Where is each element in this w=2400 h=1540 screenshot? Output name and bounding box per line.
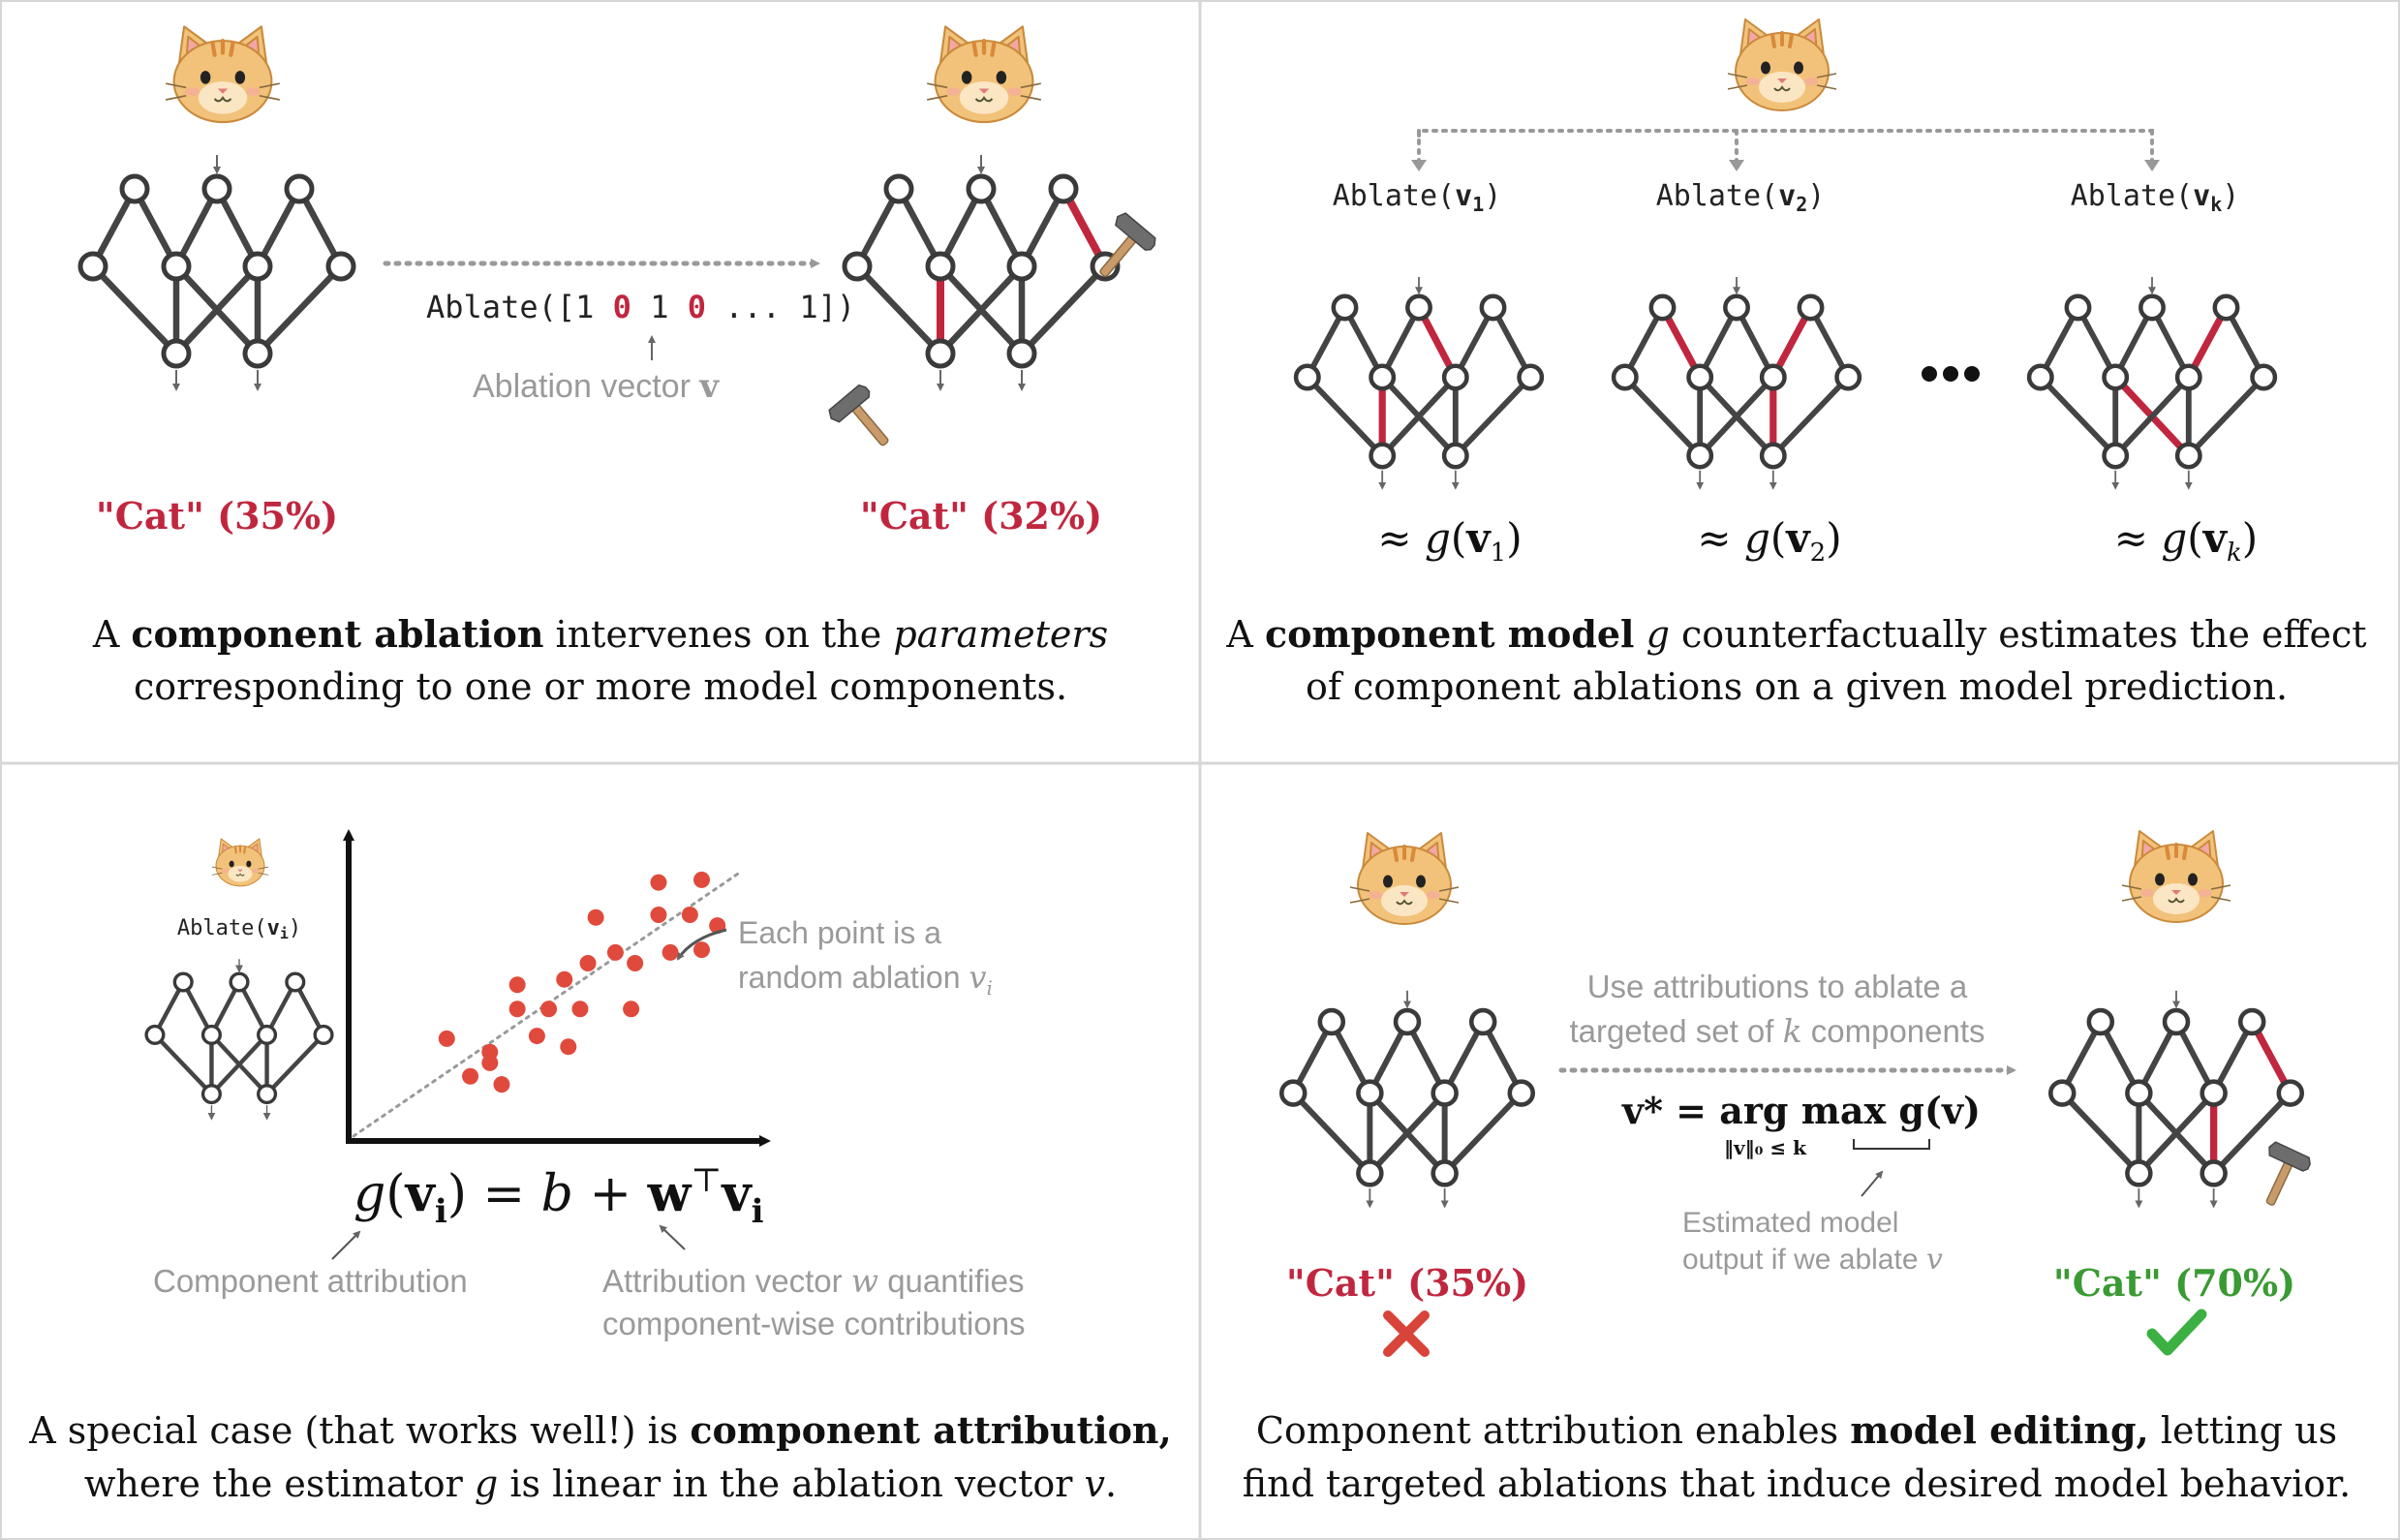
estimated-output-line-1: Estimated model [1682, 1207, 1899, 1239]
network-node [1762, 445, 1784, 467]
network-node [259, 1027, 276, 1044]
network-node [1520, 366, 1542, 388]
scatter-point [682, 907, 698, 923]
ellipsis-dots-icon [1922, 366, 1980, 382]
component-attribution-pointer [332, 1232, 359, 1259]
network-node [2202, 1161, 2226, 1185]
scatter-points [439, 872, 725, 1093]
network-edge [1630, 318, 1657, 367]
network-diagram-after-edit [2050, 991, 2301, 1207]
network-node [259, 1086, 276, 1103]
network-node [1371, 366, 1394, 388]
fanout-arrowheads [1411, 160, 2160, 171]
caption-line-2: where the estimator g is linear in the ablation vector v. [83, 1463, 1118, 1505]
component-attribution-label: Component attribution [153, 1263, 468, 1299]
scatter-point [540, 1001, 557, 1017]
network-edge [1461, 318, 1488, 367]
network-node [2127, 1082, 2150, 1105]
network-edge [1450, 1032, 1477, 1084]
network-node [2240, 1010, 2263, 1033]
network-node [1433, 1082, 1457, 1105]
network-edge [2046, 318, 2073, 367]
network-node [2165, 1010, 2188, 1033]
network-edge [161, 1041, 205, 1088]
network-node [928, 254, 953, 279]
network-node [2089, 1010, 2112, 1033]
network-node [245, 341, 270, 366]
network-node [1281, 1082, 1305, 1105]
estimated-output-line-2: output if we ablate v [1682, 1243, 1943, 1277]
scatter-point [693, 941, 710, 958]
network-node [1407, 296, 1430, 319]
prediction-ablated: "Cat" (32%) [859, 494, 1103, 538]
network-node [1358, 1161, 1381, 1185]
check-mark-icon [2152, 1314, 2201, 1350]
network-node [2177, 445, 2200, 467]
network-node [2029, 366, 2051, 388]
network-edge [216, 990, 235, 1028]
network-edge [2182, 1032, 2209, 1083]
network-edge [1031, 275, 1096, 344]
cat-face-icon [927, 26, 1041, 122]
hammer-icon [2248, 1141, 2313, 1213]
prediction-before-edit: "Cat" (35%) [1285, 1261, 1529, 1305]
network-node [2279, 1082, 2302, 1105]
ablated-edge [1069, 200, 1099, 255]
network-node [1371, 445, 1394, 467]
estimate-g-v2: ≈ $g(v_2)$ [1697, 514, 1842, 568]
network-edge [1816, 318, 1843, 367]
scatter-point [588, 909, 604, 926]
panel-component-ablation [80, 155, 1118, 708]
network-node [1396, 1010, 1419, 1033]
network-edge [987, 200, 1016, 256]
network-edge [1337, 1032, 1364, 1084]
scatter-point [693, 872, 710, 888]
network-node [1433, 1161, 1457, 1185]
cat-face-icon [212, 839, 268, 886]
estimated-output-pointer [1862, 1172, 1882, 1196]
network-node [231, 973, 248, 991]
network-node [164, 341, 189, 366]
cat-face-icon [166, 26, 280, 122]
network-edge [187, 990, 207, 1028]
ablate-v1-label: $Ablate(v_1)$ [1332, 179, 1502, 216]
caption-line-2: of component ablations on a given model prediction. [1305, 665, 2289, 708]
network-edge [243, 990, 262, 1028]
network-edge [905, 200, 935, 255]
caption-line-1: A component model g counterfactually estimates the effect [1226, 612, 2367, 656]
ablated-edge [2258, 1032, 2285, 1084]
network-node [2140, 296, 2163, 319]
scatter-point [607, 944, 624, 961]
network-edge [102, 275, 168, 344]
estimate-g-vk: ≈ $g(v_k)$ [2113, 514, 2259, 568]
caption-line-1: A special case (that works well!) is component attribution, [29, 1408, 1172, 1452]
network-edge [2121, 318, 2147, 367]
network-node [1009, 254, 1034, 279]
network-node [1296, 366, 1318, 388]
argmax-constraint: ‖v‖₀ ≤ k [1724, 1136, 1806, 1159]
scatter-point [650, 907, 666, 923]
network-diagram-ablation-k [2029, 277, 2275, 488]
panel-model-editing [1243, 969, 2351, 1505]
prediction-original: "Cat" (35%) [95, 494, 339, 538]
network-edge [1302, 1101, 1363, 1165]
network-node [2127, 1161, 2150, 1185]
network-edge [1489, 1032, 1516, 1084]
network-edge [1633, 385, 1692, 447]
caption-line-1: Component attribution enables model editing, letting us [1255, 1408, 2338, 1452]
network-edge [2068, 1032, 2095, 1084]
network-edge [2197, 385, 2256, 447]
point-label-line-2: random ablation $v_i$ [738, 959, 993, 1000]
network-edge [266, 275, 332, 344]
cross-mark-icon [1388, 1315, 1425, 1352]
scatter-point [662, 944, 679, 961]
scatter-point [650, 875, 666, 891]
scatter-plot [346, 835, 765, 1141]
network-edge [1312, 318, 1339, 367]
network-edge [263, 200, 293, 255]
network-node [2105, 445, 2127, 467]
network-edge [2071, 1101, 2132, 1165]
ablated-edge [1778, 318, 1805, 367]
network-node [1444, 366, 1466, 388]
network-node [174, 973, 192, 991]
scatter-point [556, 971, 572, 988]
network-node [146, 1027, 164, 1044]
network-node [1725, 296, 1747, 319]
attribution-vector-label-2: component-wise contributions [602, 1306, 1026, 1341]
network-edge [1299, 1032, 1326, 1084]
network-node [1334, 296, 1356, 319]
network-edge [2106, 1032, 2133, 1084]
cat-face-icon [1350, 833, 1459, 924]
network-node [1762, 366, 1784, 388]
network-node [122, 176, 147, 201]
network-edge [946, 200, 975, 256]
use-attributions-line-1: Use attributions to ablate a [1586, 969, 1968, 1004]
ablate-v2-label: $Ablate(v_2)$ [1655, 179, 1826, 216]
network-node [928, 341, 953, 366]
attribution-vector-pointer [661, 1226, 685, 1249]
scatter-point [529, 1028, 545, 1044]
network-node [287, 973, 304, 991]
network-node [1800, 296, 1822, 319]
ablated-edge [2194, 318, 2221, 367]
network-edge [2144, 1032, 2171, 1083]
ablated-edge [1424, 318, 1450, 367]
caption-line-1: A component ablation intervenes on the parameters [92, 612, 1109, 656]
network-edge [223, 200, 252, 256]
panel-component-attribution [28, 835, 1172, 1505]
network-edge [1781, 385, 1840, 447]
network-diagram-small [146, 959, 332, 1119]
network-node [1689, 366, 1711, 388]
network-edge [140, 200, 170, 255]
ablation-vector-label: Ablation vector v [473, 367, 720, 406]
scatter-point [509, 1001, 526, 1017]
network-node [1320, 1010, 1343, 1033]
network-node [245, 254, 270, 279]
network-edge [1706, 318, 1732, 367]
panel-component-model [1225, 131, 2366, 708]
hammer-icon [826, 383, 902, 460]
network-node [328, 254, 354, 279]
network-node [1837, 366, 1860, 388]
network-node [203, 1027, 221, 1044]
network-node [2253, 366, 2275, 388]
network-edge [2048, 385, 2108, 447]
scatter-point [493, 1076, 509, 1093]
network-node [845, 254, 870, 279]
network-node [2105, 366, 2127, 388]
use-attributions-line-2: targeted set of k components [1569, 1012, 1985, 1050]
scatter-point [580, 955, 597, 971]
network-node [2202, 1082, 2226, 1105]
prediction-after-edit: "Cat" (70%) [2052, 1261, 2296, 1305]
ablate-call: Ablate([1 0 1 0 ... 1]) [426, 289, 856, 325]
cat-face-icon [2122, 831, 2231, 922]
g-underbrace [1854, 1139, 1929, 1149]
network-edge [1413, 1032, 1440, 1083]
scatter-point [560, 1038, 576, 1055]
network-edge [863, 200, 893, 255]
network-node [204, 176, 230, 201]
network-node [2177, 366, 2200, 388]
network-edge [1350, 318, 1377, 367]
network-node [969, 176, 994, 201]
network-edge [2083, 318, 2110, 367]
network-edge [271, 990, 292, 1028]
network-node [1651, 296, 1674, 319]
network-edge [866, 275, 932, 344]
network-node [886, 176, 911, 201]
network-node [1689, 445, 1711, 467]
ablate-vi-label: Ablate(vi) [176, 916, 302, 942]
caption-line-2: find targeted ablations that induce desired model behavior. [1242, 1463, 2352, 1505]
network-node [1510, 1082, 1533, 1105]
network-edge [1375, 1032, 1402, 1083]
network-diagram-ablation-1 [1296, 277, 1542, 488]
scatter-point [509, 976, 526, 993]
scatter-point [481, 1044, 498, 1061]
network-node [80, 254, 106, 279]
caption-line-2: corresponding to one or more model components. [133, 665, 1068, 708]
scatter-point [627, 955, 643, 971]
attribution-vector-label-1: Attribution vector w quantifies [602, 1262, 1025, 1300]
network-node [287, 176, 312, 201]
network-edge [182, 200, 211, 256]
network-node [1444, 445, 1466, 467]
network-node [1471, 1010, 1494, 1033]
network-edge [1741, 318, 1768, 367]
network-edge [273, 1041, 318, 1088]
network-node [2050, 1082, 2074, 1105]
scatter-point [462, 1068, 478, 1085]
network-edge [1453, 1101, 1514, 1165]
network-edge [1388, 318, 1414, 367]
network-node [164, 254, 189, 279]
ablated-edge [1668, 318, 1695, 367]
argmax-equation: v* = arg max g(v) [1622, 1089, 1982, 1132]
network-edge [99, 200, 129, 255]
network-node [315, 1027, 332, 1044]
network-edge [2219, 1032, 2246, 1084]
attribution-equation: $g(v_i) = b + w^⊤v_i$ [354, 1161, 764, 1231]
scatter-point [439, 1031, 455, 1047]
scatter-point [623, 1001, 639, 1017]
network-edge [2231, 318, 2259, 367]
network-node [1009, 341, 1034, 366]
network-edge [1463, 385, 1523, 447]
estimate-g-v1: ≈ $g(v_1)$ [1377, 514, 1523, 568]
cat-face-icon [1728, 19, 1836, 110]
network-diagram-before-edit [1281, 991, 1532, 1207]
network-edge [1028, 200, 1058, 255]
network-node [1358, 1082, 1381, 1105]
network-diagram-original [80, 155, 354, 389]
network-node [2215, 296, 2237, 319]
network-edge [305, 200, 335, 255]
ablate-vk-label: $Ablate(v_k)$ [2070, 179, 2240, 216]
network-node [203, 1086, 221, 1103]
network-edge [1498, 318, 1525, 367]
network-diagram-ablation-2 [1614, 277, 1860, 488]
network-diagram-ablated [845, 155, 1118, 389]
network-edge [1315, 385, 1374, 447]
network-node [2067, 296, 2089, 319]
fanout-dotted-arrows [1419, 131, 2152, 167]
network-edge [159, 990, 179, 1028]
network-edge [2157, 318, 2183, 367]
scatter-point [571, 1001, 588, 1017]
network-node [1051, 176, 1076, 201]
network-edge [299, 990, 320, 1028]
network-node [1614, 366, 1636, 388]
point-label-line-1: Each point is a [738, 915, 941, 950]
network-node [1482, 296, 1504, 319]
